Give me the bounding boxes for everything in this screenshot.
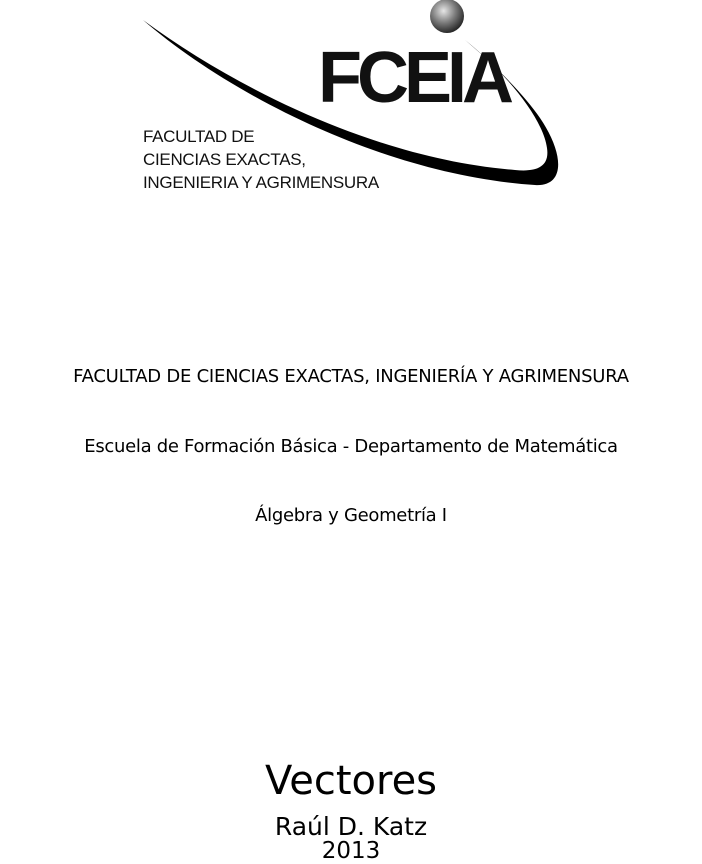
logo-name: FCEIA <box>318 38 509 118</box>
course-name: Álgebra y Geometría I <box>255 505 447 526</box>
logo-subtitle-line-1: FACULTAD DE <box>143 127 255 146</box>
faculty-name: FACULTAD DE CIENCIAS EXACTAS, INGENIERÍA Y AGRIMENSURA <box>73 366 629 387</box>
document-title: Vectores <box>264 758 438 804</box>
sphere-icon <box>430 0 464 33</box>
logo-subtitle-line-3: INGENIERIA Y AGRIMENSURA <box>143 173 379 192</box>
publication-year: 2013 <box>321 838 381 864</box>
school-department: Escuela de Formación Básica - Departamento de Matemática <box>84 436 618 457</box>
logo-subtitle-line-2: CIENCIAS EXACTAS, <box>143 150 306 169</box>
author-name: Raúl D. Katz <box>274 812 428 841</box>
